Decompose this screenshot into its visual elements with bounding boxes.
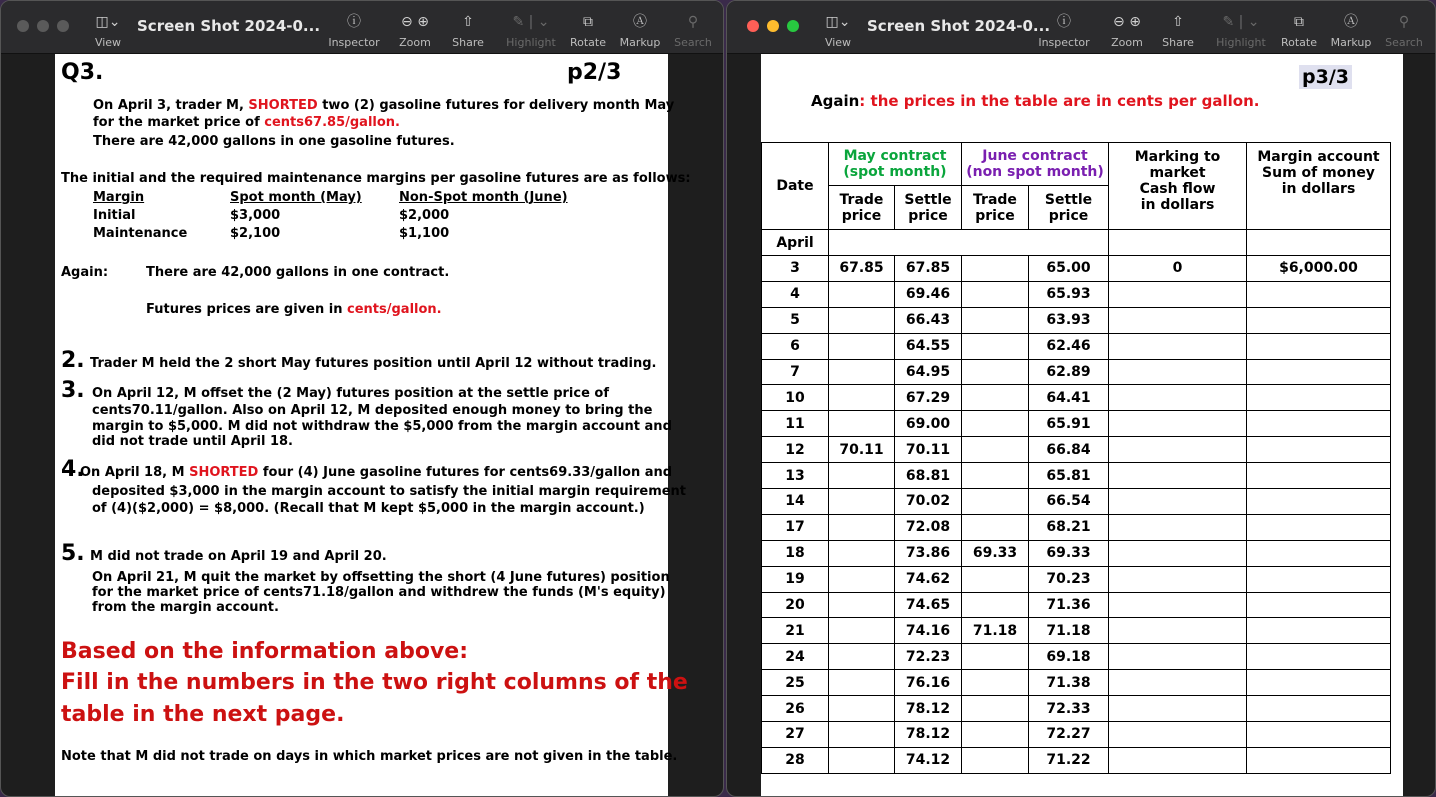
share-button[interactable]: ⇧ Share bbox=[1162, 14, 1194, 49]
june-trade-cell bbox=[962, 281, 1029, 307]
may-settle-price-header: Settle price bbox=[895, 186, 962, 230]
june-contract-header: June contract (non spot month) bbox=[962, 143, 1109, 186]
may-settle-cell: 69.00 bbox=[895, 411, 962, 437]
june-trade-cell bbox=[962, 359, 1029, 385]
rotate-icon: ⧉ bbox=[1294, 14, 1304, 30]
may-settle-cell: 72.23 bbox=[895, 644, 962, 670]
may-contract-header: May contract (spot month) bbox=[829, 143, 962, 186]
para-1-line-2: for the market price of cents67.85/gallon. bbox=[93, 115, 400, 130]
may-trade-cell bbox=[829, 333, 895, 359]
table-row bbox=[762, 644, 1391, 670]
margin-account-cell[interactable] bbox=[1247, 359, 1391, 385]
highlight-button[interactable]: ✎ | ⌄ Highlight bbox=[506, 14, 556, 49]
may-settle-cell: 74.16 bbox=[895, 618, 962, 644]
date-cell: 11 bbox=[762, 411, 829, 437]
zoom-out-icon[interactable]: ⊖ bbox=[1113, 14, 1125, 30]
window-title: Screen Shot 2024-0... bbox=[137, 17, 321, 35]
june-settle-cell: 66.54 bbox=[1029, 489, 1109, 515]
june-settle-cell: 71.18 bbox=[1029, 618, 1109, 644]
date-cell: 3 bbox=[762, 256, 829, 282]
may-settle-cell: 74.12 bbox=[895, 747, 962, 773]
june-trade-cell bbox=[962, 566, 1029, 592]
june-settle-cell: 69.18 bbox=[1029, 644, 1109, 670]
may-trade-cell bbox=[829, 566, 895, 592]
date-cell: 28 bbox=[762, 747, 829, 773]
rotate-button[interactable]: ⧉ Rotate bbox=[569, 14, 606, 49]
item-5-number: 5. bbox=[61, 541, 85, 566]
info-icon: ⓘ bbox=[347, 14, 361, 30]
mtm-cash-flow-cell[interactable] bbox=[1109, 333, 1247, 359]
table-row bbox=[762, 256, 1391, 282]
date-cell: 12 bbox=[762, 437, 829, 463]
page-number: p2/3 bbox=[567, 60, 622, 85]
table-row bbox=[762, 385, 1391, 411]
may-settle-cell: 76.16 bbox=[895, 670, 962, 696]
may-settle-cell: 67.29 bbox=[895, 385, 962, 411]
june-settle-cell: 66.84 bbox=[1029, 437, 1109, 463]
table-row bbox=[762, 307, 1391, 333]
margin-account-cell[interactable] bbox=[1247, 463, 1391, 489]
june-settle-cell: 70.23 bbox=[1029, 566, 1109, 592]
initial-label: Initial bbox=[93, 208, 136, 223]
item-5-line-4: from the margin account. bbox=[92, 600, 279, 615]
item-3-line-3: margin to $5,000. M did not withdraw the $5,000 from the margin account and bbox=[92, 419, 672, 434]
may-settle-cell: 67.85 bbox=[895, 256, 962, 282]
margin-account-cell[interactable] bbox=[1247, 644, 1391, 670]
margin-account-cell[interactable] bbox=[1247, 670, 1391, 696]
zoom-out-icon[interactable]: ⊖ bbox=[401, 14, 413, 30]
date-cell: 7 bbox=[762, 359, 829, 385]
may-settle-cell: 70.11 bbox=[895, 437, 962, 463]
date-cell: 14 bbox=[762, 489, 829, 515]
mtm-cash-flow-cell[interactable] bbox=[1109, 514, 1247, 540]
maintenance-spot: $2,100 bbox=[230, 226, 281, 241]
item-2-text: Trader M held the 2 short May futures position until April 12 without trading. bbox=[90, 356, 657, 371]
highlight-button[interactable]: ✎ | ⌄ Highlight bbox=[1216, 14, 1266, 49]
item-4-number: 4. bbox=[61, 457, 85, 482]
table-note: Again: the prices in the table are in cents per gallon. bbox=[811, 92, 1260, 110]
may-trade-cell bbox=[829, 385, 895, 411]
table-row bbox=[762, 696, 1391, 722]
table-row bbox=[762, 281, 1391, 307]
date-cell: 13 bbox=[762, 463, 829, 489]
item-5-line-1: M did not trade on April 19 and April 20. bbox=[90, 549, 387, 564]
item-3-line-2: cents70.11/gallon. Also on April 12, M deposited enough money to bring the bbox=[92, 403, 653, 418]
may-trade-cell bbox=[829, 514, 895, 540]
margin-account-cell[interactable] bbox=[1247, 437, 1391, 463]
rotate-icon: ⧉ bbox=[583, 14, 593, 30]
marking-to-market-header: Marking to market Cash flow in dollars bbox=[1109, 143, 1247, 230]
item-4-line-1: On April 18, M SHORTED four (4) June gasoline futures for cents69.33/gallon and bbox=[80, 465, 673, 480]
june-trade-cell bbox=[962, 385, 1029, 411]
sidebar-icon: ◫⌄ bbox=[95, 14, 121, 30]
mtm-cash-flow-cell[interactable] bbox=[1109, 592, 1247, 618]
markup-icon: Ⓐ bbox=[633, 14, 647, 30]
mtm-cash-flow-cell[interactable] bbox=[1109, 281, 1247, 307]
table-row bbox=[762, 463, 1391, 489]
may-settle-cell: 78.12 bbox=[895, 722, 962, 748]
june-trade-cell bbox=[962, 670, 1029, 696]
may-trade-cell: 70.11 bbox=[829, 437, 895, 463]
date-cell: 18 bbox=[762, 540, 829, 566]
margin-account-cell[interactable] bbox=[1247, 540, 1391, 566]
mtm-cash-flow-cell[interactable] bbox=[1109, 463, 1247, 489]
table-row bbox=[762, 566, 1391, 592]
instruction-line-3: table in the next page. bbox=[61, 702, 345, 727]
june-settle-cell: 72.33 bbox=[1029, 696, 1109, 722]
may-settle-cell: 66.43 bbox=[895, 307, 962, 333]
margin-account-cell[interactable] bbox=[1247, 696, 1391, 722]
markup-icon: Ⓐ bbox=[1344, 14, 1358, 30]
table-row bbox=[762, 618, 1391, 644]
item-4-line-3: of (4)($2,000) = $8,000. (Recall that M kept $5,000 in the margin account.) bbox=[92, 501, 645, 516]
margin-account-cell[interactable] bbox=[1247, 281, 1391, 307]
item-3-line-1: On April 12, M offset the (2 May) futures position at the settle price of bbox=[92, 386, 609, 401]
document-page-left bbox=[55, 54, 691, 797]
para-1-line-3: There are 42,000 gallons in one gasoline futures. bbox=[93, 134, 455, 149]
mtm-cash-flow-cell[interactable] bbox=[1109, 644, 1247, 670]
may-trade-price-header: Trade price bbox=[829, 186, 895, 230]
table-row bbox=[762, 437, 1391, 463]
zoom-window-button[interactable] bbox=[57, 20, 69, 32]
item-5-line-3: for the market price of cents71.18/gallon and withdrew the funds (M's equity) bbox=[92, 585, 666, 600]
month-label: April bbox=[762, 230, 829, 256]
may-trade-cell bbox=[829, 618, 895, 644]
may-trade-cell bbox=[829, 644, 895, 670]
table-row bbox=[762, 540, 1391, 566]
search-icon: ⚲ bbox=[687, 14, 699, 30]
june-settle-cell: 62.46 bbox=[1029, 333, 1109, 359]
zoom-in-icon[interactable]: ⊕ bbox=[417, 14, 429, 30]
date-cell: 21 bbox=[762, 618, 829, 644]
june-settle-cell: 64.41 bbox=[1029, 385, 1109, 411]
sidebar-icon: ◫⌄ bbox=[825, 14, 851, 30]
search-button[interactable]: ⚲ Search bbox=[1385, 14, 1423, 49]
window-title: Screen Shot 2024-0... bbox=[867, 17, 1051, 35]
non-spot-month-header: Non-Spot month (June) bbox=[399, 190, 568, 205]
table-row bbox=[762, 670, 1391, 696]
june-settle-cell: 65.81 bbox=[1029, 463, 1109, 489]
date-cell: 27 bbox=[762, 722, 829, 748]
mtm-cash-flow-cell[interactable] bbox=[1109, 540, 1247, 566]
table-row bbox=[762, 489, 1391, 515]
may-trade-cell bbox=[829, 670, 895, 696]
view-button[interactable]: ◫⌄ View bbox=[824, 14, 852, 49]
margin-account-cell[interactable] bbox=[1247, 722, 1391, 748]
date-cell: 4 bbox=[762, 281, 829, 307]
may-settle-cell: 69.46 bbox=[895, 281, 962, 307]
june-settle-cell: 68.21 bbox=[1029, 514, 1109, 540]
mtm-cash-flow-cell[interactable] bbox=[1109, 747, 1247, 773]
mtm-cash-flow-cell[interactable] bbox=[1109, 385, 1247, 411]
date-cell: 10 bbox=[762, 385, 829, 411]
month-row bbox=[762, 230, 1391, 256]
margin-account-cell[interactable] bbox=[1247, 618, 1391, 644]
margin-account-cell[interactable] bbox=[1247, 747, 1391, 773]
mtm-cash-flow-cell[interactable] bbox=[1109, 437, 1247, 463]
share-icon: ⇧ bbox=[1172, 14, 1184, 30]
table-row bbox=[762, 411, 1391, 437]
zoom-button[interactable]: ⊖ ⊕ Zoom bbox=[399, 14, 431, 49]
june-trade-cell bbox=[962, 463, 1029, 489]
date-cell: 6 bbox=[762, 333, 829, 359]
june-trade-cell bbox=[962, 333, 1029, 359]
inspector-button[interactable]: ⓘ Inspector bbox=[328, 14, 380, 49]
markup-button[interactable]: Ⓐ Markup bbox=[1330, 14, 1372, 49]
zoom-in-icon[interactable]: ⊕ bbox=[1129, 14, 1141, 30]
may-settle-cell: 73.86 bbox=[895, 540, 962, 566]
toolbar bbox=[727, 1, 1435, 54]
table-row bbox=[762, 359, 1391, 385]
date-cell: 26 bbox=[762, 696, 829, 722]
inspector-button[interactable]: ⓘ Inspector bbox=[1038, 14, 1090, 49]
may-trade-cell bbox=[829, 540, 895, 566]
june-trade-cell bbox=[962, 489, 1029, 515]
june-trade-cell bbox=[962, 696, 1029, 722]
date-cell: 19 bbox=[762, 566, 829, 592]
june-trade-cell bbox=[962, 722, 1029, 748]
margin-account-cell[interactable] bbox=[1247, 489, 1391, 515]
june-settle-cell: 72.27 bbox=[1029, 722, 1109, 748]
june-trade-cell bbox=[962, 307, 1029, 333]
june-trade-cell bbox=[962, 437, 1029, 463]
share-icon: ⇧ bbox=[462, 14, 474, 30]
mtm-cash-flow-cell[interactable] bbox=[1109, 307, 1247, 333]
june-settle-cell: 63.93 bbox=[1029, 307, 1109, 333]
share-button[interactable]: ⇧ Share bbox=[452, 14, 484, 49]
margin-account-cell[interactable] bbox=[1247, 333, 1391, 359]
may-trade-cell bbox=[829, 722, 895, 748]
initial-non-spot: $2,000 bbox=[399, 208, 450, 223]
search-button[interactable]: ⚲ Search bbox=[674, 14, 712, 49]
mtm-cash-flow-cell[interactable] bbox=[1109, 359, 1247, 385]
june-trade-cell: 69.33 bbox=[962, 540, 1029, 566]
may-trade-cell bbox=[829, 411, 895, 437]
question-number: Q3. bbox=[61, 60, 104, 85]
info-icon: ⓘ bbox=[1057, 14, 1071, 30]
june-settle-cell: 71.36 bbox=[1029, 592, 1109, 618]
may-trade-cell bbox=[829, 359, 895, 385]
may-settle-cell: 68.81 bbox=[895, 463, 962, 489]
pen-icon: ✎ | ⌄ bbox=[1222, 14, 1260, 30]
maintenance-label: Maintenance bbox=[93, 226, 188, 241]
june-settle-cell: 69.33 bbox=[1029, 540, 1109, 566]
view-button[interactable]: ◫⌄ View bbox=[94, 14, 122, 49]
date-cell: 5 bbox=[762, 307, 829, 333]
june-settle-cell: 65.93 bbox=[1029, 281, 1109, 307]
table-row bbox=[762, 722, 1391, 748]
footnote: Note that M did not trade on days in which market prices are not given in the table. bbox=[61, 749, 678, 764]
table-row bbox=[762, 747, 1391, 773]
june-trade-cell bbox=[962, 256, 1029, 282]
date-cell: 24 bbox=[762, 644, 829, 670]
table-header-row-1 bbox=[762, 143, 1391, 186]
june-settle-cell: 62.89 bbox=[1029, 359, 1109, 385]
margin-account-header: Margin account Sum of money in dollars bbox=[1247, 143, 1391, 230]
margins-intro: The initial and the required maintenance margins per gasoline futures are as follows: bbox=[61, 171, 691, 186]
instruction-line-1: Based on the information above: bbox=[61, 639, 468, 664]
may-settle-cell: 78.12 bbox=[895, 696, 962, 722]
futures-price-table bbox=[761, 142, 1391, 774]
markup-button[interactable]: Ⓐ Markup bbox=[619, 14, 661, 49]
again-text: There are 42,000 gallons in one contract. bbox=[146, 265, 450, 280]
margin-account-cell[interactable] bbox=[1247, 566, 1391, 592]
again-label: Again: bbox=[61, 265, 109, 280]
item-4-line-2: deposited $3,000 in the margin account to satisfy the initial margin requirement bbox=[92, 484, 687, 499]
instruction-line-2: Fill in the numbers in the two right columns of the bbox=[61, 670, 688, 695]
item-2-number: 2. bbox=[61, 348, 85, 373]
mtm-cash-flow-cell[interactable] bbox=[1109, 411, 1247, 437]
june-trade-cell bbox=[962, 747, 1029, 773]
mtm-cash-flow-cell[interactable] bbox=[1109, 618, 1247, 644]
may-trade-cell bbox=[829, 747, 895, 773]
june-trade-cell bbox=[962, 592, 1029, 618]
may-trade-cell bbox=[829, 489, 895, 515]
mtm-cash-flow-cell[interactable] bbox=[1109, 722, 1247, 748]
spot-month-header: Spot month (May) bbox=[230, 190, 362, 205]
may-trade-cell bbox=[829, 592, 895, 618]
para-1-line-1: On April 3, trader M, SHORTED two (2) gasoline futures for delivery month May bbox=[93, 98, 675, 113]
table-row bbox=[762, 333, 1391, 359]
may-trade-cell: 67.85 bbox=[829, 256, 895, 282]
may-settle-cell: 70.02 bbox=[895, 489, 962, 515]
margin-account-cell[interactable]: $6,000.00 bbox=[1247, 256, 1391, 282]
toolbar bbox=[1, 1, 723, 54]
close-button[interactable] bbox=[747, 20, 759, 32]
mtm-cash-flow-cell[interactable] bbox=[1109, 489, 1247, 515]
margin-account-cell[interactable] bbox=[1247, 592, 1391, 618]
futures-unit-note: Futures prices are given in cents/gallon. bbox=[146, 302, 442, 317]
margin-account-cell[interactable] bbox=[1247, 411, 1391, 437]
may-trade-cell bbox=[829, 307, 895, 333]
zoom-button[interactable]: ⊖ ⊕ Zoom bbox=[1111, 14, 1143, 49]
margin-account-cell[interactable] bbox=[1247, 514, 1391, 540]
date-cell: 25 bbox=[762, 670, 829, 696]
minimize-button[interactable] bbox=[37, 20, 49, 32]
may-settle-cell: 74.62 bbox=[895, 566, 962, 592]
margin-header: Margin bbox=[93, 190, 145, 205]
june-trade-price-header: Trade price bbox=[962, 186, 1029, 230]
zoom-window-button[interactable] bbox=[787, 20, 799, 32]
item-3-number: 3. bbox=[61, 378, 85, 403]
june-settle-cell: 71.38 bbox=[1029, 670, 1109, 696]
item-5-line-2: On April 21, M quit the market by offsetting the short (4 June futures) position bbox=[92, 570, 670, 585]
may-trade-cell bbox=[829, 696, 895, 722]
initial-spot: $3,000 bbox=[230, 208, 281, 223]
date-header: Date bbox=[762, 143, 829, 230]
item-3-line-4: did not trade until April 18. bbox=[92, 434, 293, 449]
table-row bbox=[762, 592, 1391, 618]
preview-window-right bbox=[726, 0, 1436, 797]
june-trade-cell bbox=[962, 644, 1029, 670]
may-trade-cell bbox=[829, 281, 895, 307]
maintenance-non-spot: $1,100 bbox=[399, 226, 450, 241]
mtm-cash-flow-cell[interactable] bbox=[1109, 566, 1247, 592]
table-row bbox=[762, 514, 1391, 540]
may-settle-cell: 72.08 bbox=[895, 514, 962, 540]
june-settle-cell: 65.91 bbox=[1029, 411, 1109, 437]
date-cell: 17 bbox=[762, 514, 829, 540]
june-trade-cell bbox=[962, 514, 1029, 540]
margin-account-cell[interactable] bbox=[1247, 385, 1391, 411]
page-number: p3/3 bbox=[1299, 65, 1352, 89]
rotate-button[interactable]: ⧉ Rotate bbox=[1280, 14, 1317, 49]
search-icon: ⚲ bbox=[1398, 14, 1410, 30]
june-settle-cell: 71.22 bbox=[1029, 747, 1109, 773]
mtm-cash-flow-cell[interactable]: 0 bbox=[1109, 256, 1247, 282]
document-page-right bbox=[761, 54, 1403, 797]
minimize-button[interactable] bbox=[767, 20, 779, 32]
date-cell: 20 bbox=[762, 592, 829, 618]
margin-account-cell[interactable] bbox=[1247, 307, 1391, 333]
may-settle-cell: 64.55 bbox=[895, 333, 962, 359]
june-trade-cell: 71.18 bbox=[962, 618, 1029, 644]
may-settle-cell: 74.65 bbox=[895, 592, 962, 618]
mtm-cash-flow-cell[interactable] bbox=[1109, 696, 1247, 722]
may-settle-cell: 64.95 bbox=[895, 359, 962, 385]
june-trade-cell bbox=[962, 411, 1029, 437]
pen-icon: ✎ | ⌄ bbox=[512, 14, 550, 30]
june-settle-cell: 65.00 bbox=[1029, 256, 1109, 282]
mtm-cash-flow-cell[interactable] bbox=[1109, 670, 1247, 696]
may-trade-cell bbox=[829, 463, 895, 489]
close-button[interactable] bbox=[17, 20, 29, 32]
june-settle-price-header: Settle price bbox=[1029, 186, 1109, 230]
